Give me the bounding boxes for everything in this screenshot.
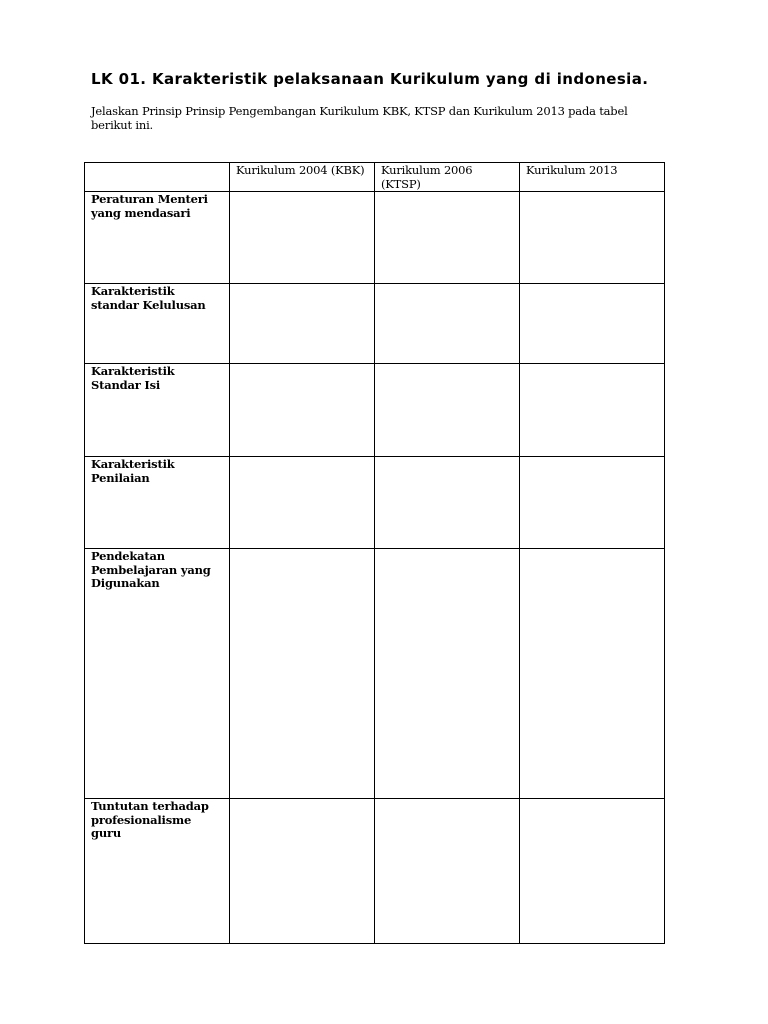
table-row: [85, 549, 665, 799]
table-cell: [375, 799, 520, 944]
header-ktsp-label: Kurikulum 2006 (KTSP): [381, 163, 473, 191]
table-header-row: [85, 163, 665, 192]
table-cell: [375, 549, 520, 799]
table-cell: [520, 192, 665, 284]
row-label: Tuntutan terhadap profesionalisme guru: [91, 799, 209, 840]
table-row: [85, 192, 665, 284]
table-cell: [375, 192, 520, 284]
table-cell: [520, 284, 665, 364]
row-label: Karakteristik standar Kelulusan: [91, 284, 206, 312]
header-blank-cell: [85, 163, 230, 192]
table-cell: [230, 799, 375, 944]
row-label: Karakteristik Standar Isi: [91, 364, 175, 392]
table-row: [85, 457, 665, 549]
row-label-cell: [85, 799, 230, 944]
table-cell: [520, 457, 665, 549]
table-cell: [230, 284, 375, 364]
table-row: [85, 284, 665, 364]
table-cell: [375, 364, 520, 457]
row-label: Peraturan Menteri yang mendasari: [91, 192, 208, 220]
row-label-cell: [85, 284, 230, 364]
header-kbk-cell: [230, 163, 375, 192]
document-title: LK 01. Karakteristik pelaksanaan Kurikulum yang di indonesia.: [91, 70, 649, 88]
row-label-cell: [85, 457, 230, 549]
row-label-cell: [85, 364, 230, 457]
table-cell: [230, 364, 375, 457]
comparison-table: [84, 162, 665, 944]
row-label-cell: [85, 192, 230, 284]
row-label-cell: [85, 549, 230, 799]
table-cell: [375, 284, 520, 364]
table-cell: [230, 457, 375, 549]
table-cell: [520, 549, 665, 799]
table-cell: [375, 457, 520, 549]
header-ktsp-cell: [375, 163, 520, 192]
instruction-text: Jelaskan Prinsip Prinsip Pengembangan Kurikulum KBK, KTSP dan Kurikulum 2013 pada tabel berikut ini.: [91, 104, 628, 132]
header-k13-cell: [520, 163, 665, 192]
row-label: Karakteristik Penilaian: [91, 457, 175, 485]
table-cell: [520, 364, 665, 457]
table-row: [85, 364, 665, 457]
table-cell: [520, 799, 665, 944]
table-cell: [230, 549, 375, 799]
table-row: [85, 799, 665, 944]
row-label: Pendekatan Pembelajaran yang Digunakan: [91, 549, 211, 590]
header-k13-label: Kurikulum 2013: [526, 163, 618, 177]
header-kbk-label: Kurikulum 2004 (KBK): [236, 163, 365, 177]
table-cell: [230, 192, 375, 284]
